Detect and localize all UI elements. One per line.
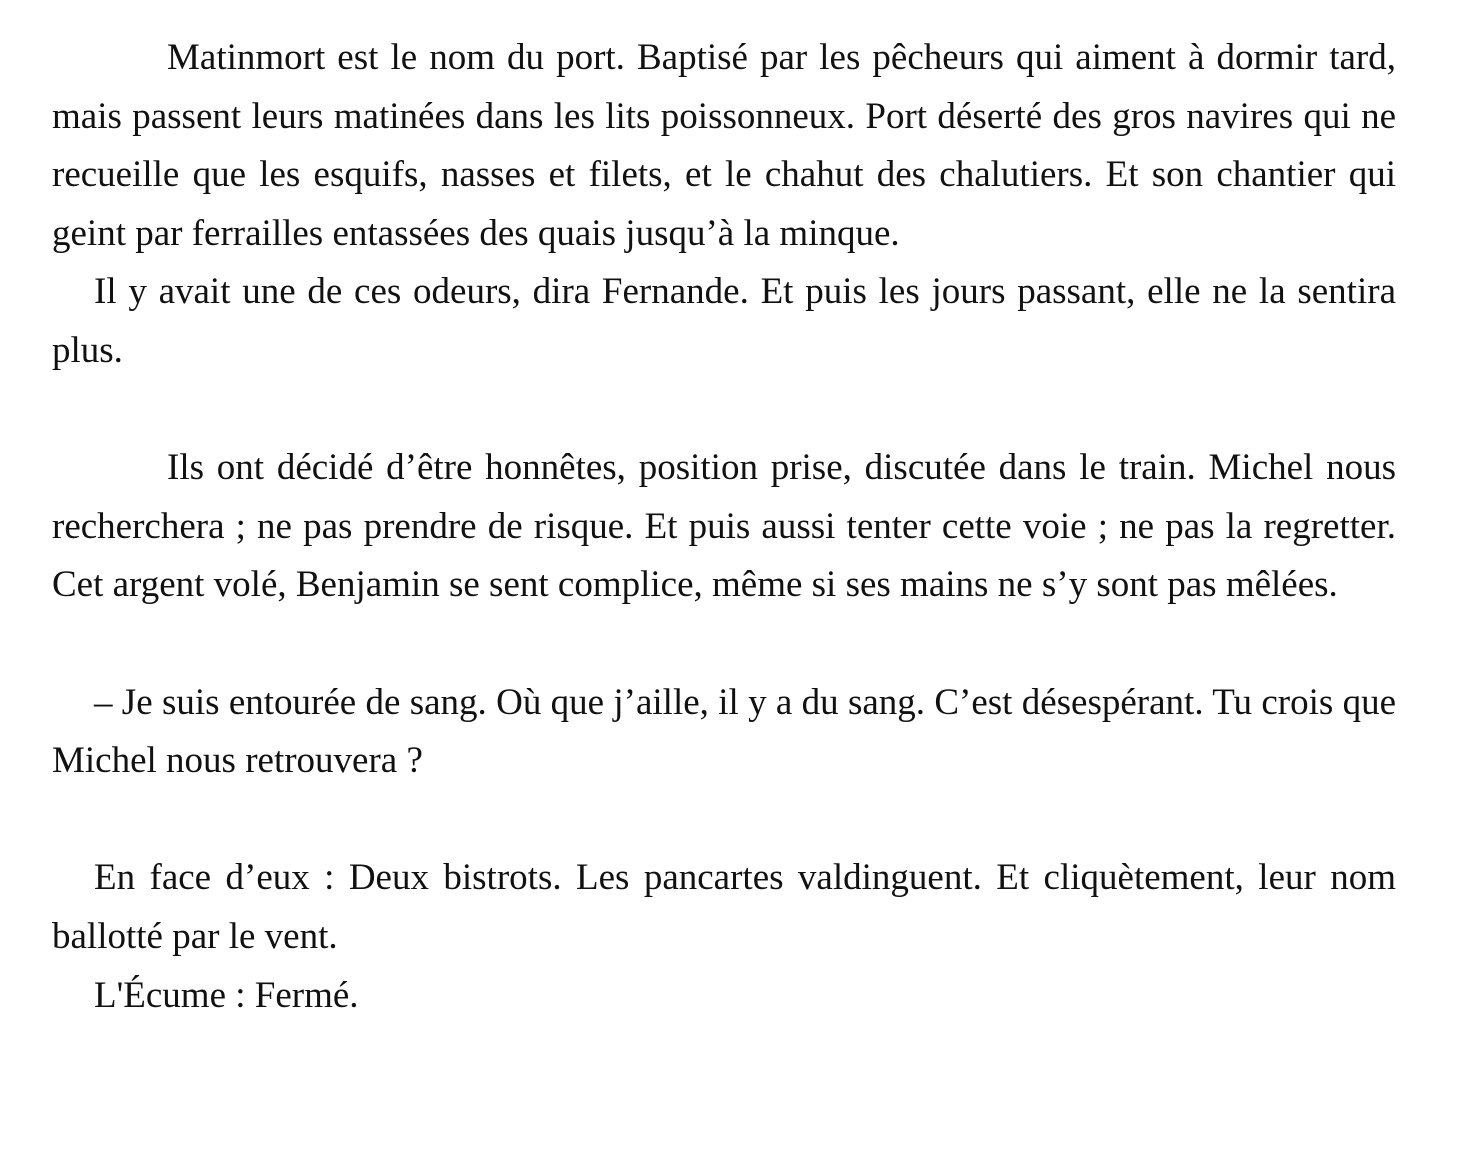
paragraph-decision-honnetes: Ils ont décidé d’être honnêtes, position prise, discutée dans le train. Michel nous recherchera ; ne pas prendre de risque. Et puis aussi tenter cette voie ; ne pas la regretter. Cet argent volé, Benjamin se sent complice, même si ses mains ne s’y sont pas mêlées.: [52, 447, 1396, 606]
paragraph-fernande-odeurs: Il y avait une de ces odeurs, dira Fernande. Et puis les jours passant, elle ne la sentira plus.: [52, 271, 1396, 371]
paragraph-deux-bistrots: En face d’eux : Deux bistrots. Les pancartes valdinguent. Et cliquètement, leur nom ballotté par le vent.: [52, 857, 1396, 957]
paragraph-ecume-ferme: L'Écume : Fermé.: [94, 974, 359, 1016]
paragraph-dialogue-sang: – Je suis entourée de sang. Où que j’aille, il y a du sang. C’est désespérant. Tu crois que Michel nous retrouvera ?: [52, 681, 1396, 782]
paragraph-port-description: Matinmort est le nom du port. Baptisé par les pêcheurs qui aiment à dormir tard, mais passent leurs matinées dans les lits poissonneux. Port déserté des gros navires qui ne recueille que les esquifs, nasses et filets, et le chahut des chalutiers. Et son chantier qui geint par ferrailles entassées des quais jusqu’à la minque.: [52, 37, 1396, 254]
paragraph-spacer: [52, 381, 1396, 440]
paragraph-spacer: [52, 615, 1396, 674]
document-page: [52, 29, 1396, 1025]
paragraph-spacer: [52, 791, 1396, 850]
